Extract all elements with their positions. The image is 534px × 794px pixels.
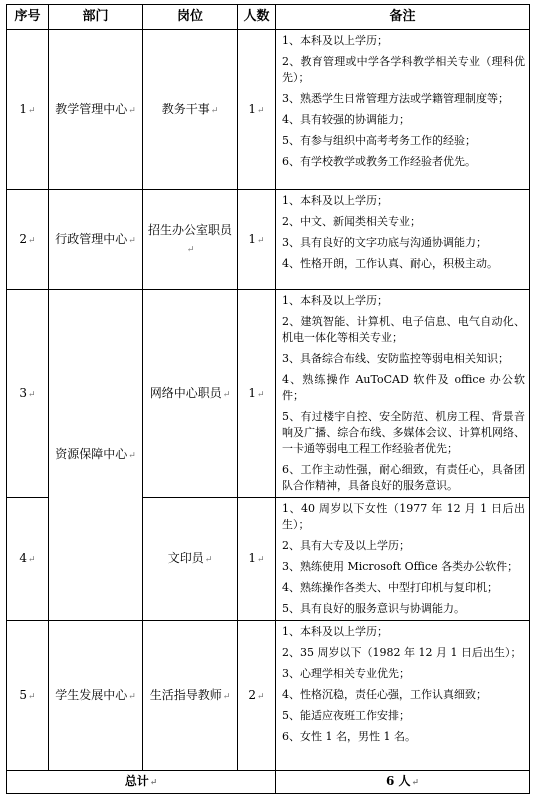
- note-item: 2、中文、新闻类相关专业；: [282, 215, 421, 228]
- row-dept: 资源保障中心↵: [49, 290, 143, 621]
- row-post: 生活指导教师↵: [143, 621, 238, 771]
- paragraph-mark: ↵: [222, 389, 231, 400]
- recruitment-table: [6, 4, 530, 794]
- row-no: 5↵: [7, 621, 49, 771]
- note-item: 1、本科及以上学历；: [282, 194, 388, 207]
- header-post: 岗位: [143, 5, 238, 30]
- row-notes: [276, 621, 530, 771]
- note-item: 6、工作主动性强，耐心细致，有责任心，具备团队合作精神，具备良好的服务意识。: [282, 463, 525, 492]
- paragraph-mark: ↵: [257, 555, 265, 565]
- note-item: 2、教育管理或中学各学科教学相关专业（理科优先）；: [282, 55, 525, 84]
- paragraph-mark: ↵: [210, 105, 219, 116]
- paragraph-mark: ↵: [28, 691, 36, 702]
- paragraph-mark: ↵: [28, 235, 36, 246]
- paragraph-mark: ↵: [411, 778, 420, 788]
- note-item: 4、性格沉稳，责任心强，工作认真细致；: [282, 688, 487, 701]
- paragraph-mark: ↵: [28, 105, 36, 116]
- note-item: 3、熟练使用 Microsoft Office 各类办公软件；: [282, 560, 519, 573]
- paragraph-mark: ↵: [186, 244, 195, 255]
- row-count: 1↵: [238, 290, 276, 498]
- total-value: 6 人↵: [276, 771, 530, 794]
- note-item: 3、具有良好的文字功底与沟通协调能力；: [282, 236, 487, 249]
- row-notes: [276, 498, 530, 621]
- row-no: 3↵: [7, 290, 49, 498]
- row-post: 网络中心职员↵: [143, 290, 238, 498]
- paragraph-mark: ↵: [257, 389, 265, 400]
- header-notes: 备注: [276, 5, 530, 30]
- paragraph-mark: ↵: [28, 389, 36, 400]
- header-dept: 部门: [49, 5, 143, 30]
- note-item: 3、熟悉学生日常管理方法或学籍管理制度等；: [282, 92, 509, 105]
- row-notes: [276, 190, 530, 290]
- row-count: 1↵: [238, 498, 276, 621]
- table-row: [7, 190, 530, 290]
- note-item: 2、建筑智能、计算机、电子信息、电气自动化、机电一体化等相关专业；: [282, 315, 525, 344]
- row-no: 4↵: [7, 498, 49, 621]
- note-item: 4、熟练操作各类大、中型打印机与复印机；: [282, 581, 498, 594]
- note-item: 4、性格开朗，工作认真、耐心，积极主动。: [282, 257, 498, 270]
- note-item: 5、有过楼宇自控、安全防范、机房工程、背景音响及广播、综合布线、多媒体会议、计算机网络、一卡通等弱电工程工作经验者优先；: [282, 410, 525, 455]
- note-item: 5、具有良好的服务意识与协调能力。: [282, 602, 465, 615]
- header-no: 序号: [7, 5, 49, 30]
- note-item: 1、本科及以上学历；: [282, 625, 388, 638]
- total-row: [7, 771, 530, 794]
- paragraph-mark: ↵: [204, 555, 213, 565]
- paragraph-mark: ↵: [128, 451, 136, 461]
- row-count: 1↵: [238, 30, 276, 190]
- note-item: 2、35 周岁以下（1982 年 12 月 1 日后出生）；: [282, 646, 522, 659]
- row-dept: 教学管理中心↵: [49, 30, 143, 190]
- paragraph-mark: ↵: [28, 555, 36, 565]
- note-item: 4、具有较强的协调能力；: [282, 113, 410, 126]
- table-row: [7, 30, 530, 190]
- paragraph-mark: ↵: [128, 235, 136, 246]
- note-item: 3、具备综合布线、安防监控等弱电相关知识；: [282, 352, 509, 365]
- row-post: 招生办公室职员↵: [143, 190, 238, 290]
- row-post: 教务干事↵: [143, 30, 238, 190]
- paragraph-mark: ↵: [257, 691, 265, 702]
- note-item: 6、有学校教学或教务工作经验者优先。: [282, 155, 476, 168]
- total-label: 总计↵: [7, 771, 276, 794]
- paragraph-mark: ↵: [128, 105, 136, 116]
- note-item: 1、40 周岁以下女性（1977 年 12 月 1 日后出生）；: [282, 502, 525, 531]
- note-item: 6、女性 1 名，男性 1 名。: [282, 730, 416, 743]
- note-item: 3、心理学相关专业优先；: [282, 667, 410, 680]
- paragraph-mark: ↵: [257, 235, 265, 246]
- paragraph-mark: ↵: [128, 691, 136, 702]
- table-row: [7, 290, 530, 498]
- row-count: 1↵: [238, 190, 276, 290]
- note-item: 2、具有大专及以上学历；: [282, 539, 410, 552]
- paragraph-mark: ↵: [257, 105, 265, 116]
- note-item: 5、能适应夜班工作安排；: [282, 709, 410, 722]
- note-item: 4、熟练操作 AuToCAD 软件及 office 办公软件；: [282, 373, 525, 402]
- paragraph-mark: ↵: [149, 778, 158, 788]
- header-count: 人数: [238, 5, 276, 30]
- row-post: 文印员↵: [143, 498, 238, 621]
- row-dept: 学生发展中心↵: [49, 621, 143, 771]
- note-item: 1、本科及以上学历；: [282, 34, 388, 47]
- row-dept: 行政管理中心↵: [49, 190, 143, 290]
- table-row: [7, 621, 530, 771]
- row-notes: [276, 30, 530, 190]
- row-no: 1↵: [7, 30, 49, 190]
- row-count: 2↵: [238, 621, 276, 771]
- row-notes: [276, 290, 530, 498]
- note-item: 5、有参与组织中高考考务工作的经验；: [282, 134, 476, 147]
- note-item: 1、本科及以上学历；: [282, 294, 388, 307]
- row-no: 2↵: [7, 190, 49, 290]
- header-row: [7, 5, 530, 30]
- paragraph-mark: ↵: [222, 691, 231, 702]
